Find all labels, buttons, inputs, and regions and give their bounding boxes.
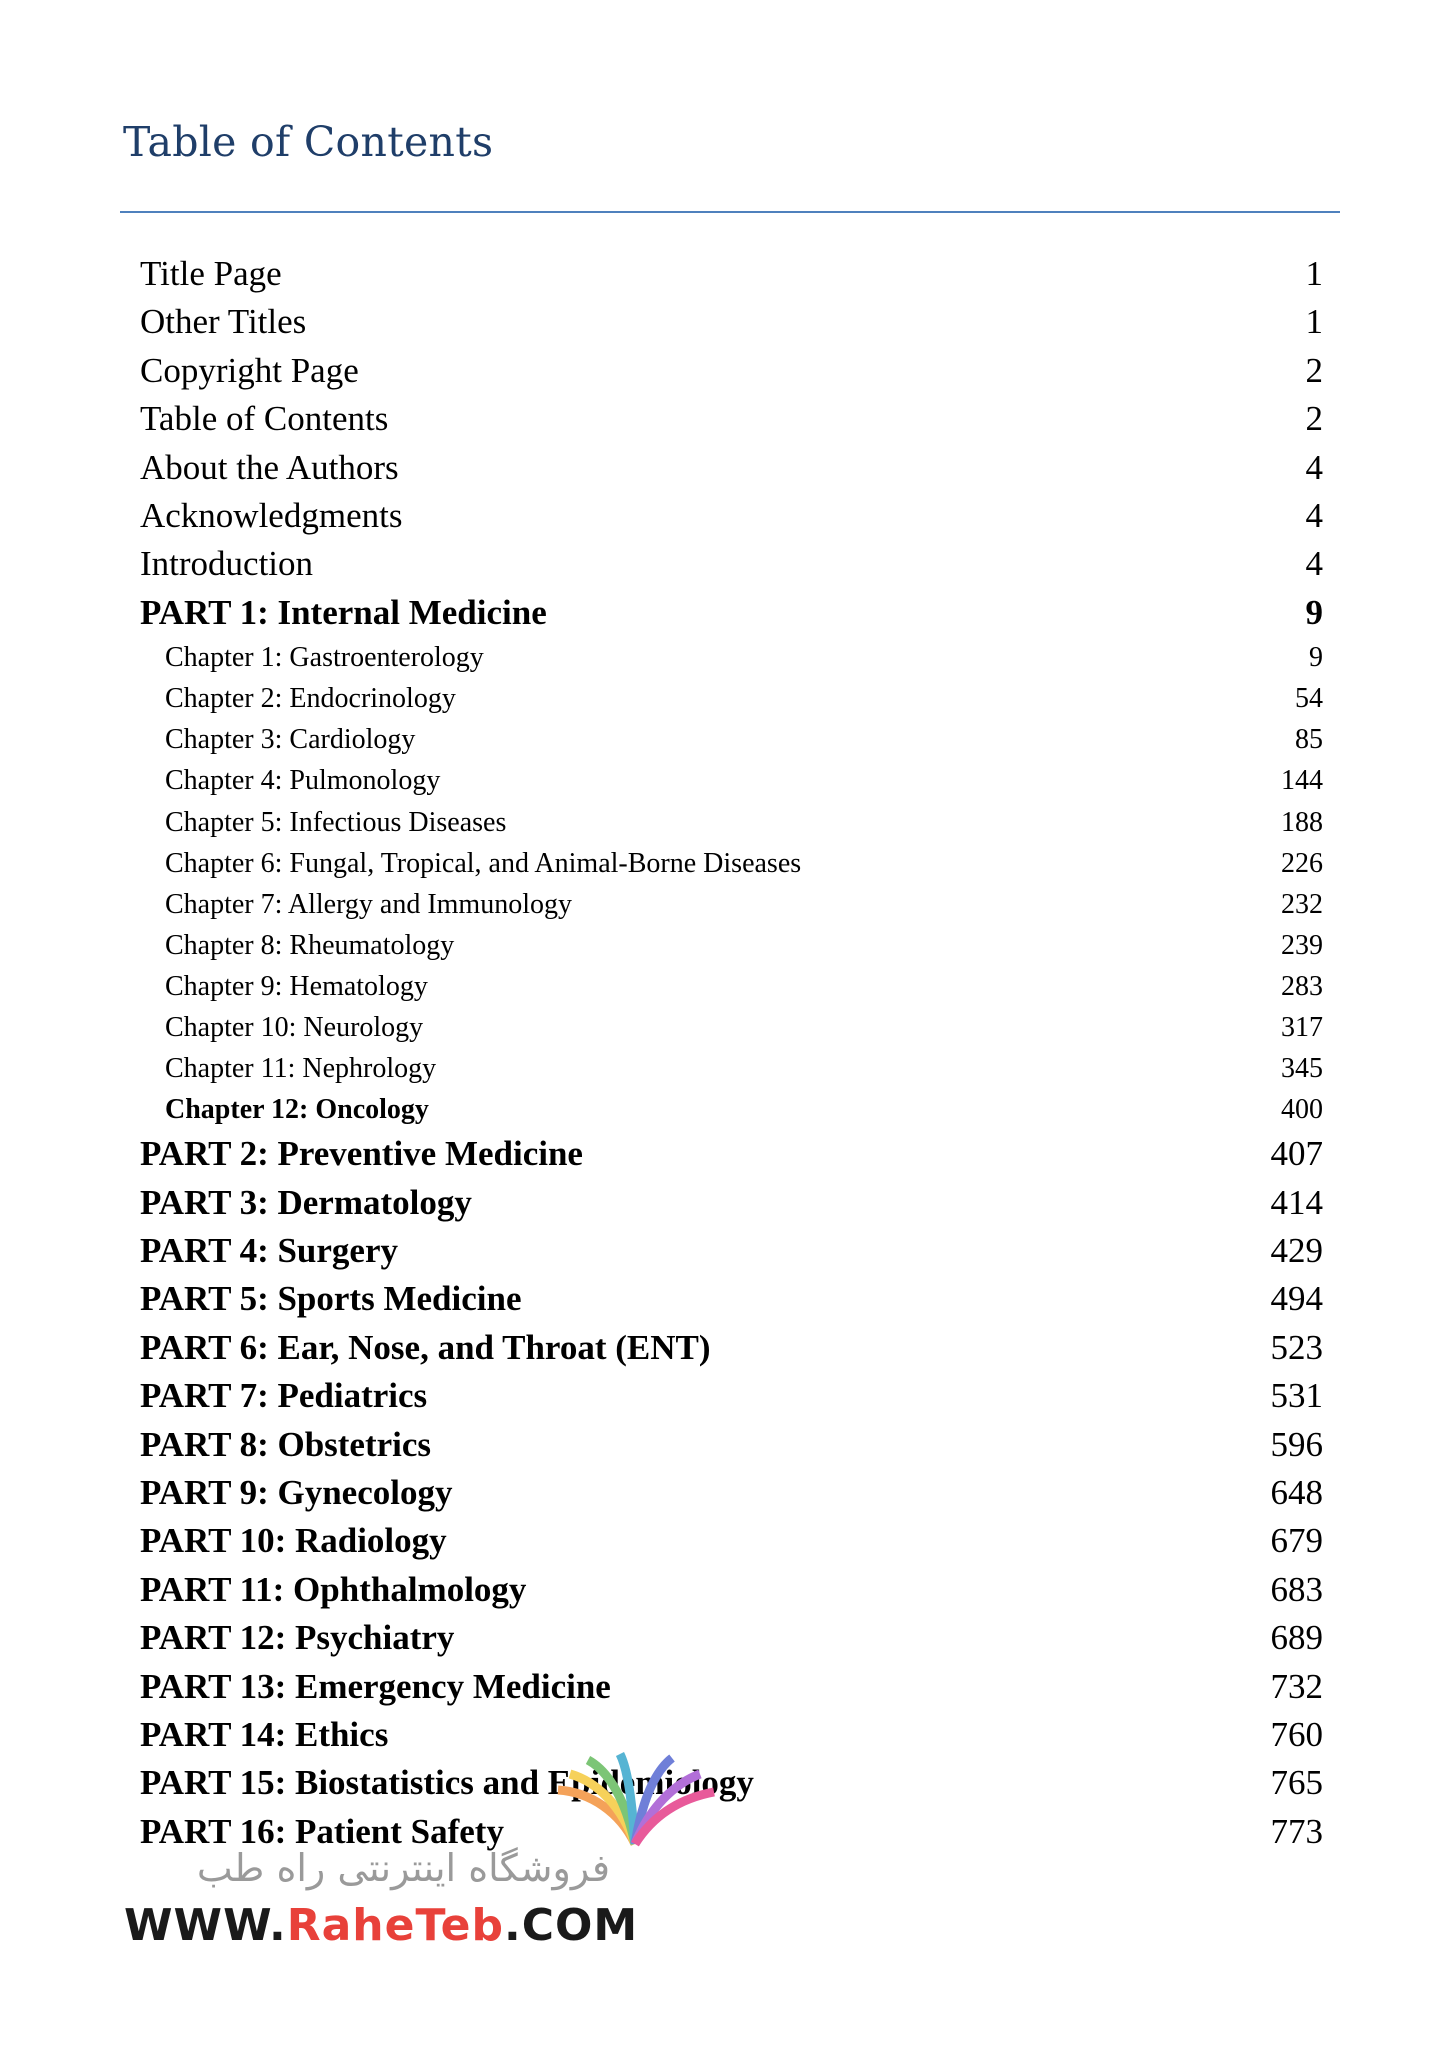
toc-entry-part[interactable] xyxy=(140,1324,1323,1372)
toc-entry-label: Chapter 12: Oncology xyxy=(165,1094,429,1126)
toc-entry-chapter[interactable] xyxy=(140,925,1323,966)
url-brand: RaheTeb xyxy=(286,1900,504,1951)
title-divider xyxy=(120,211,1340,213)
toc-entry-label: PART 6: Ear, Nose, and Throat (ENT) xyxy=(140,1327,711,1367)
toc-entry-main[interactable] xyxy=(140,540,1323,588)
toc-entry-page-number: 429 xyxy=(1270,1231,1323,1271)
toc-entry-label: PART 14: Ethics xyxy=(140,1714,389,1754)
toc-entry-main[interactable] xyxy=(140,298,1323,346)
toc-entry-chapter[interactable] xyxy=(140,678,1323,719)
toc-entry-part[interactable] xyxy=(140,1421,1323,1469)
toc-entry-main[interactable] xyxy=(140,250,1323,298)
toc-entry-label: Introduction xyxy=(140,544,314,584)
toc-entry-chapter[interactable] xyxy=(140,966,1323,1007)
toc-entry-label: PART 2: Preventive Medicine xyxy=(140,1134,583,1174)
toc-entry-page-number: 1 xyxy=(1305,302,1323,342)
toc-entry-page-number: 2 xyxy=(1305,350,1323,390)
toc-entry-label: PART 12: Psychiatry xyxy=(140,1618,455,1658)
toc-entry-page-number: 732 xyxy=(1270,1666,1323,1706)
toc-entry-label: PART 11: Ophthalmology xyxy=(140,1569,527,1609)
toc-entry-page-number: 596 xyxy=(1270,1424,1323,1464)
toc-entry-main[interactable] xyxy=(140,395,1323,443)
toc-entry-page-number: 773 xyxy=(1270,1811,1323,1851)
toc-entry-page-number: 144 xyxy=(1281,765,1323,797)
toc-entry-page-number: 232 xyxy=(1281,888,1323,920)
toc-entry-label: PART 5: Sports Medicine xyxy=(140,1279,522,1319)
toc-entry-label: Other Titles xyxy=(140,302,307,342)
toc-entry-label: PART 8: Obstetrics xyxy=(140,1424,432,1464)
toc-entry-part[interactable] xyxy=(140,1566,1323,1614)
toc-entry-page-number: 760 xyxy=(1270,1714,1323,1754)
toc-entry-part[interactable] xyxy=(140,1517,1323,1565)
toc-entry-label: Chapter 1: Gastroenterology xyxy=(165,642,484,674)
toc-entry-page-number: 414 xyxy=(1270,1182,1323,1222)
toc-entry-part[interactable] xyxy=(140,1614,1323,1662)
toc-entry-page-number: 689 xyxy=(1270,1618,1323,1658)
toc-entry-main[interactable] xyxy=(140,492,1323,540)
toc-entry-page-number: 9 xyxy=(1309,642,1323,674)
toc-entry-page-number: 648 xyxy=(1270,1472,1323,1512)
url-prefix: WWW. xyxy=(124,1900,287,1951)
toc-entry-main[interactable] xyxy=(140,444,1323,492)
toc-entry-chapter[interactable] xyxy=(140,1089,1323,1130)
url-suffix: .COM xyxy=(503,1900,639,1951)
toc-entry-page-number: 2 xyxy=(1305,399,1323,439)
toc-entry-part[interactable] xyxy=(140,589,1323,637)
toc-entry-chapter[interactable] xyxy=(140,637,1323,678)
toc-entry-page-number: 531 xyxy=(1270,1376,1323,1416)
toc-entry-page-number: 9 xyxy=(1305,592,1323,632)
toc-entry-page-number: 679 xyxy=(1270,1521,1323,1561)
toc-entry-label: Chapter 11: Nephrology xyxy=(165,1053,437,1085)
toc-entry-page-number: 4 xyxy=(1305,495,1323,535)
toc-entry-part[interactable] xyxy=(140,1663,1323,1711)
page-title: Table of Contents xyxy=(123,118,494,166)
toc-entry-label: Chapter 7: Allergy and Immunology xyxy=(165,888,572,920)
toc-entry-part[interactable] xyxy=(140,1372,1323,1420)
toc-entry-part[interactable] xyxy=(140,1130,1323,1178)
toc-entry-main[interactable] xyxy=(140,347,1323,395)
toc-entry-label: PART 16: Patient Safety xyxy=(140,1811,504,1851)
toc-entry-label: About the Authors xyxy=(140,447,399,487)
toc-entry-page-number: 239 xyxy=(1281,929,1323,961)
toc-entry-label: PART 4: Surgery xyxy=(140,1231,399,1271)
toc-entry-label: PART 9: Gynecology xyxy=(140,1472,453,1512)
toc-entry-label: Table of Contents xyxy=(140,399,389,439)
toc-entry-label: PART 13: Emergency Medicine xyxy=(140,1666,611,1706)
toc-entry-part[interactable] xyxy=(140,1275,1323,1323)
toc-entry-page-number: 400 xyxy=(1281,1094,1323,1126)
toc-entry-chapter[interactable] xyxy=(140,719,1323,760)
toc-entry-chapter[interactable] xyxy=(140,884,1323,925)
toc-entry-part[interactable] xyxy=(140,1469,1323,1517)
watermark-logo xyxy=(120,1752,640,1952)
toc-entry-page-number: 283 xyxy=(1281,970,1323,1002)
toc-entry-page-number: 407 xyxy=(1270,1134,1323,1174)
toc-entry-label: PART 3: Dermatology xyxy=(140,1182,472,1222)
toc-entry-page-number: 4 xyxy=(1305,544,1323,584)
toc-entry-page-number: 226 xyxy=(1281,847,1323,879)
toc-entry-part[interactable] xyxy=(140,1227,1323,1275)
toc-entry-label: Title Page xyxy=(140,254,282,293)
toc-entry-page-number: 765 xyxy=(1270,1763,1323,1803)
toc-entry-page-number: 54 xyxy=(1295,683,1323,715)
toc-entry-page-number: 494 xyxy=(1270,1279,1323,1319)
toc-entry-page-number: 345 xyxy=(1281,1053,1323,1085)
toc-entry-label: PART 1: Internal Medicine xyxy=(140,592,547,632)
toc-entry-chapter[interactable] xyxy=(140,802,1323,843)
toc-entry-page-number: 683 xyxy=(1270,1569,1323,1609)
toc-entry-label: Chapter 3: Cardiology xyxy=(165,724,416,756)
toc-entry-label: PART 7: Pediatrics xyxy=(140,1376,428,1416)
toc-entry-chapter[interactable] xyxy=(140,843,1323,884)
toc-entry-part[interactable] xyxy=(140,1179,1323,1227)
toc-entry-page-number: 523 xyxy=(1270,1327,1323,1367)
toc-entry-label: Chapter 2: Endocrinology xyxy=(165,683,456,715)
toc-entry-label: Chapter 6: Fungal, Tropical, and Animal-Borne Diseases xyxy=(165,847,802,879)
toc-entry-page-number: 188 xyxy=(1281,806,1323,838)
watermark-persian-text: فروشگاه اینترنتی راه طب xyxy=(196,1846,610,1890)
table-of-contents xyxy=(140,250,1323,1856)
watermark-url[interactable] xyxy=(124,1900,638,1951)
toc-entry-label: Chapter 9: Hematology xyxy=(165,970,428,1002)
toc-entry-label: PART 15: Biostatistics and Epidemiology xyxy=(140,1763,754,1803)
toc-entry-label: Chapter 5: Infectious Diseases xyxy=(165,806,507,838)
toc-entry-label: Chapter 8: Rheumatology xyxy=(165,929,455,961)
toc-entry-chapter[interactable] xyxy=(140,760,1323,801)
toc-entry-chapter[interactable] xyxy=(140,1007,1323,1048)
toc-entry-chapter[interactable] xyxy=(140,1048,1323,1089)
toc-entry-page-number: 4 xyxy=(1305,447,1323,487)
toc-entry-page-number: 85 xyxy=(1295,724,1323,756)
toc-entry-label: PART 10: Radiology xyxy=(140,1521,447,1561)
toc-entry-label: Copyright Page xyxy=(140,350,359,390)
toc-entry-label: Chapter 4: Pulmonology xyxy=(165,765,441,797)
toc-entry-page-number: 317 xyxy=(1281,1011,1323,1043)
toc-entry-label: Chapter 10: Neurology xyxy=(165,1011,424,1043)
toc-entry-page-number: 1 xyxy=(1305,254,1323,293)
toc-entry-label: Acknowledgments xyxy=(140,495,403,535)
